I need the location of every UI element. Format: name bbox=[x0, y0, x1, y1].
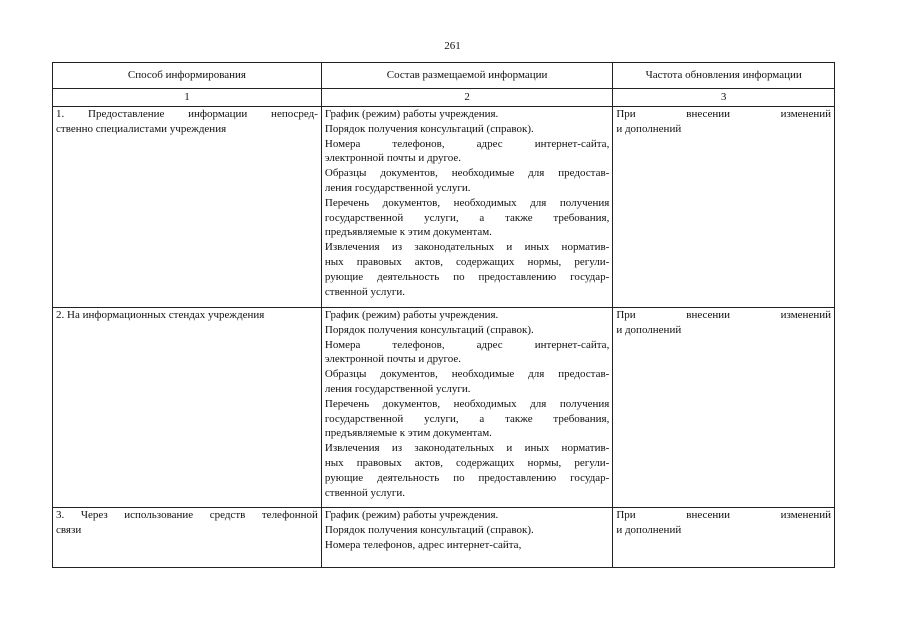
content-text-line: рующие деятельность по предоставлению государ- bbox=[324, 471, 610, 484]
content-text-line: Перечень документов, необходимых для получения bbox=[324, 397, 610, 410]
frequency-cell bbox=[613, 308, 835, 508]
column-number-1: 1 bbox=[53, 89, 322, 107]
content-text-line: рующие деятельность по предоставлению государ- bbox=[324, 270, 610, 283]
header-frequency: Частота обновления информации bbox=[613, 63, 835, 89]
column-number-row bbox=[53, 89, 835, 107]
content-text-line: Извлечения из законодательных и иных норматив- bbox=[324, 241, 610, 254]
table-row bbox=[53, 107, 835, 308]
method-cell bbox=[53, 107, 322, 308]
content-text-line: электронной почты и другое. bbox=[324, 353, 461, 366]
content-text-line: государственной услуги, а также требования, bbox=[324, 211, 610, 224]
content-text-line: График (режим) работы учреждения. bbox=[324, 108, 499, 120]
content-text-line: Образцы документов, необходимые для предостав- bbox=[324, 167, 610, 180]
method-text-line: 2. На информационных стендах учреждения bbox=[56, 309, 265, 321]
frequency-text-line: При внесении изменений bbox=[616, 309, 831, 321]
content-text-line: Номера телефонов, адрес интернет-сайта, bbox=[324, 338, 610, 351]
header-content: Состав размещаемой информации bbox=[321, 63, 612, 89]
frequency-text-line: При внесении изменений bbox=[616, 108, 831, 120]
content-text-line: График (режим) работы учреждения. bbox=[324, 509, 499, 521]
frequency-text-line: и дополнений bbox=[616, 122, 682, 135]
frequency-text-line: При внесении изменений bbox=[616, 509, 831, 521]
method-text-line: 3. Через использование средств телефонной bbox=[56, 509, 318, 521]
content-text-line: График (режим) работы учреждения. bbox=[324, 309, 499, 321]
content-text-line: Извлечения из законодательных и иных норматив- bbox=[324, 442, 610, 455]
frequency-cell bbox=[613, 107, 835, 308]
table-row bbox=[53, 308, 835, 508]
content-text-line: электронной почты и другое. bbox=[324, 152, 461, 165]
content-text-line: Номера телефонов, адрес интернет-сайта, bbox=[324, 137, 610, 150]
content-cell bbox=[321, 308, 612, 508]
content-text-line: Порядок получения консультаций (справок). bbox=[324, 122, 534, 135]
content-text-line: Образцы документов, необходимые для предостав- bbox=[324, 368, 610, 381]
content-cell bbox=[321, 508, 612, 568]
frequency-text-line: и дополнений bbox=[616, 523, 682, 536]
header-row bbox=[53, 63, 835, 89]
page-number: 261 bbox=[444, 40, 461, 52]
content-text-line: ления государственной услуги. bbox=[324, 382, 471, 395]
content-text-line: предъявляемые к этим документам. bbox=[324, 427, 492, 440]
content-text-line: ственной услуги. bbox=[324, 285, 406, 298]
column-number-2: 2 bbox=[321, 89, 612, 107]
frequency-text-line: и дополнений bbox=[616, 323, 682, 336]
content-cell bbox=[321, 107, 612, 308]
table-row bbox=[53, 508, 835, 568]
frequency-cell bbox=[613, 508, 835, 568]
header-method: Способ информирования bbox=[53, 63, 322, 89]
method-cell bbox=[53, 508, 322, 568]
content-text-line: ственной услуги. bbox=[324, 486, 406, 499]
content-text-line: Перечень документов, необходимых для получения bbox=[324, 196, 610, 209]
method-text-line: 1. Предоставление информации непосред- bbox=[56, 108, 318, 120]
method-text-line: ственно специалистами учреждения bbox=[56, 122, 227, 135]
content-text-line: ных правовых актов, содержащих нормы, регули- bbox=[324, 456, 610, 469]
method-text-line: связи bbox=[56, 523, 82, 536]
content-text-line: ных правовых актов, содержащих нормы, регули- bbox=[324, 255, 610, 268]
content-text-line: ления государственной услуги. bbox=[324, 181, 471, 194]
method-cell bbox=[53, 308, 322, 508]
content-text-line: государственной услуги, а также требования, bbox=[324, 412, 610, 425]
column-number-3: 3 bbox=[613, 89, 835, 107]
content-text-line: Номера телефонов, адрес интернет-сайта, bbox=[324, 538, 522, 551]
content-text-line: Порядок получения консультаций (справок). bbox=[324, 523, 534, 536]
information-table bbox=[52, 62, 835, 568]
content-text-line: предъявляемые к этим документам. bbox=[324, 226, 492, 239]
content-text-line: Порядок получения консультаций (справок). bbox=[324, 323, 534, 336]
